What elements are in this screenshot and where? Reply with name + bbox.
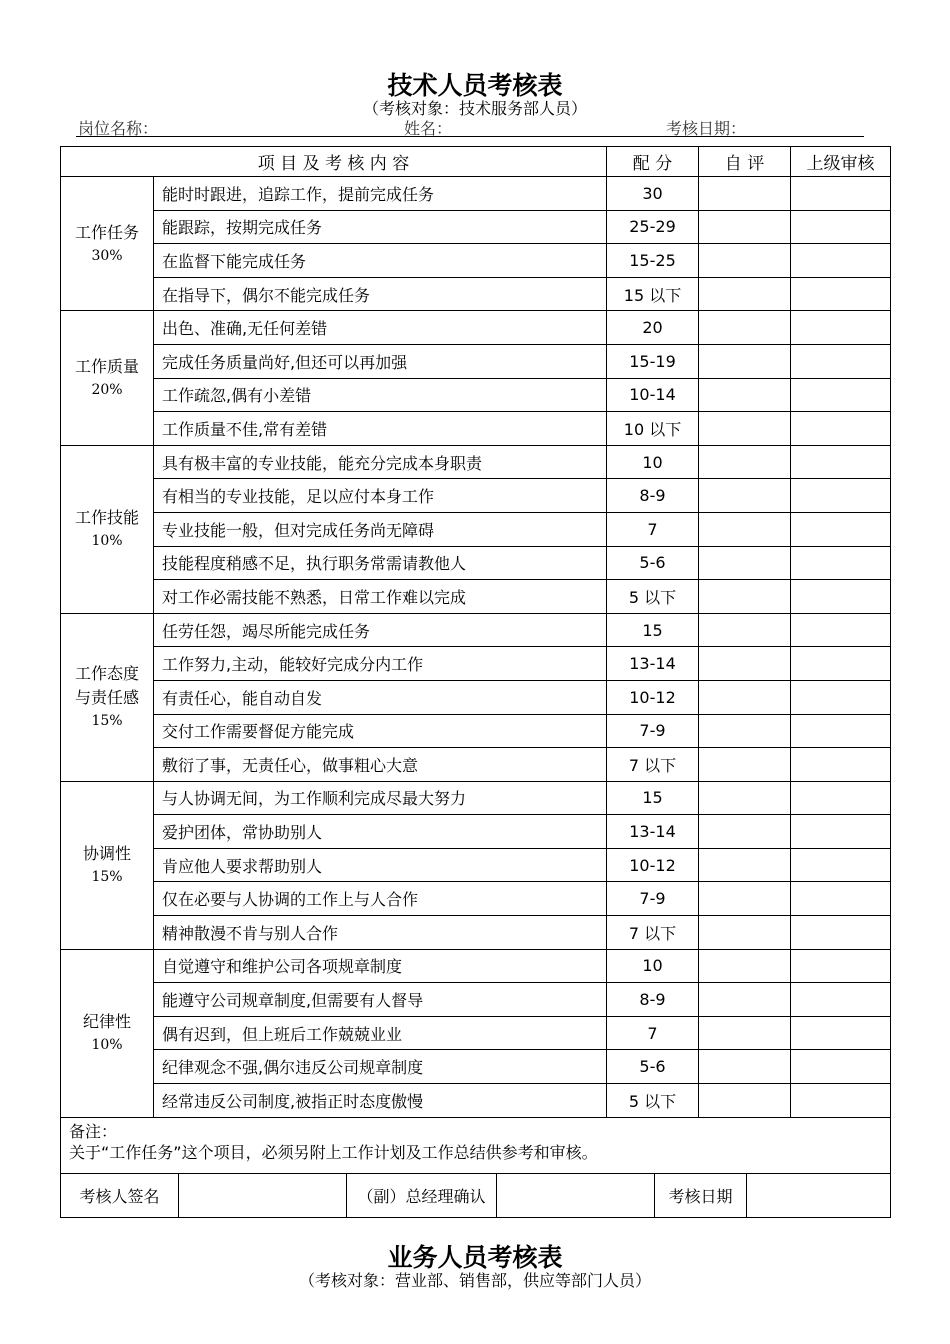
- score-range: 7-9: [607, 882, 699, 916]
- score-range: 13-14: [607, 647, 699, 681]
- category-name: 协调性: [82, 844, 131, 864]
- table-row: [61, 983, 891, 1017]
- header-fields-line: [76, 116, 864, 137]
- superior-review-cell[interactable]: [791, 781, 891, 815]
- criterion-text: 自觉遵守和维护公司各项规章制度: [154, 949, 607, 983]
- criterion-text: 精神散漫不肯与别人合作: [154, 916, 607, 950]
- criterion-text: 具有极丰富的专业技能，能充分完成本身职责: [154, 445, 607, 479]
- table-row: [61, 580, 891, 614]
- table-row: [61, 177, 891, 211]
- superior-review-cell[interactable]: [791, 613, 891, 647]
- signature-table: [60, 1173, 891, 1218]
- table-row: [61, 277, 891, 311]
- criterion-text: 能遵守公司规章制度,但需要有人督导: [154, 983, 607, 1017]
- criterion-text: 出色、准确,无任何差错: [154, 311, 607, 345]
- gm-confirm-label: （副）总经理确认: [347, 1174, 497, 1218]
- table-row: [61, 344, 891, 378]
- header-score: 配 分: [607, 147, 699, 177]
- table-row: [61, 244, 891, 278]
- score-range: 10 以下: [607, 412, 699, 446]
- self-assessment-cell[interactable]: [699, 949, 791, 983]
- criterion-text: 对工作必需技能不熟悉，日常工作难以完成: [154, 580, 607, 614]
- superior-review-cell[interactable]: [791, 546, 891, 580]
- self-assessment-cell[interactable]: [699, 748, 791, 782]
- self-assessment-cell[interactable]: [699, 311, 791, 345]
- self-assessment-cell[interactable]: [699, 378, 791, 412]
- table-row: [61, 412, 891, 446]
- self-assessment-cell[interactable]: [699, 479, 791, 513]
- superior-review-cell[interactable]: [791, 244, 891, 278]
- table-row: [61, 445, 891, 479]
- table-row: [61, 916, 891, 950]
- category-weight: 15%: [91, 713, 123, 730]
- score-range: 5 以下: [607, 1084, 699, 1118]
- score-range: 7 以下: [607, 748, 699, 782]
- table-row: [61, 1084, 891, 1118]
- score-range: 15 以下: [607, 277, 699, 311]
- score-range: 7: [607, 1016, 699, 1050]
- self-assessment-cell[interactable]: [699, 277, 791, 311]
- superior-review-cell[interactable]: [791, 344, 891, 378]
- criterion-text: 专业技能一般，但对完成任务尚无障碍: [154, 512, 607, 546]
- table-row: [61, 311, 891, 345]
- score-range: 10-12: [607, 848, 699, 882]
- self-assessment-cell[interactable]: [699, 546, 791, 580]
- self-assessment-cell[interactable]: [699, 916, 791, 950]
- category-weight: 15%: [91, 869, 123, 886]
- category-cell: [61, 177, 154, 311]
- self-assessment-cell[interactable]: [699, 344, 791, 378]
- employee-name-label: 姓名：: [404, 119, 453, 138]
- table-row: [61, 848, 891, 882]
- score-range: 10: [607, 445, 699, 479]
- score-range: 30: [607, 177, 699, 211]
- superior-review-cell[interactable]: [791, 882, 891, 916]
- criterion-text: 任劳任怨，竭尽所能完成任务: [154, 613, 607, 647]
- criterion-text: 纪律观念不强,偶尔违反公司规章制度: [154, 1050, 607, 1084]
- self-assessment-cell[interactable]: [699, 781, 791, 815]
- table-row: [61, 949, 891, 983]
- self-assessment-cell[interactable]: [699, 1050, 791, 1084]
- category-name: 工作任务: [74, 222, 139, 242]
- header-superior-review: 上级审核: [791, 147, 891, 177]
- reviewer-signature-label: 考核人签名: [61, 1174, 179, 1218]
- remarks-text: 关于“工作任务”这个项目，必须另附上工作计划及工作总结供参考和审核。: [69, 1142, 598, 1162]
- criterion-text: 在监督下能完成任务: [154, 244, 607, 278]
- superior-review-cell[interactable]: [791, 277, 891, 311]
- table-row: [61, 210, 891, 244]
- remarks-label: 备注：: [69, 1121, 118, 1141]
- table-row: [61, 781, 891, 815]
- superior-review-cell[interactable]: [791, 916, 891, 950]
- superior-review-cell[interactable]: [791, 680, 891, 714]
- score-range: 10-14: [607, 378, 699, 412]
- superior-review-cell[interactable]: [791, 445, 891, 479]
- self-assessment-cell[interactable]: [699, 1084, 791, 1118]
- self-assessment-cell[interactable]: [699, 244, 791, 278]
- category-name-line2: 与责任感: [74, 688, 139, 708]
- superior-review-cell[interactable]: [791, 983, 891, 1017]
- self-assessment-cell[interactable]: [699, 512, 791, 546]
- category-name: 纪律性: [82, 1012, 131, 1032]
- superior-review-cell[interactable]: [791, 1084, 891, 1118]
- category-cell: [61, 613, 154, 781]
- score-range: 25-29: [607, 210, 699, 244]
- superior-review-cell[interactable]: [791, 815, 891, 849]
- score-range: 20: [607, 311, 699, 345]
- self-assessment-cell[interactable]: [699, 647, 791, 681]
- table-row: [61, 479, 891, 513]
- category-cell: [61, 445, 154, 613]
- superior-review-cell[interactable]: [791, 512, 891, 546]
- score-range: 13-14: [607, 815, 699, 849]
- score-range: 5-6: [607, 1050, 699, 1084]
- category-weight: 10%: [91, 1037, 123, 1054]
- criterion-text: 工作质量不佳,常有差错: [154, 412, 607, 446]
- score-range: 15-25: [607, 244, 699, 278]
- table-row: [61, 512, 891, 546]
- criterion-text: 能跟踪，按期完成任务: [154, 210, 607, 244]
- sign-date-label: 考核日期: [655, 1174, 747, 1218]
- criterion-text: 完成任务质量尚好,但还可以再加强: [154, 344, 607, 378]
- category-cell: [61, 781, 154, 949]
- table-row: [61, 647, 891, 681]
- score-range: 7: [607, 512, 699, 546]
- remarks-cell: [61, 1117, 891, 1173]
- score-range: 15-19: [607, 344, 699, 378]
- score-range: 5-6: [607, 546, 699, 580]
- form-title: 技术人员考核表: [387, 71, 563, 100]
- table-row: [61, 1016, 891, 1050]
- review-date-label: 考核日期：: [666, 119, 747, 138]
- self-assessment-cell[interactable]: [699, 613, 791, 647]
- superior-review-cell[interactable]: [791, 714, 891, 748]
- category-cell: [61, 311, 154, 445]
- superior-review-cell[interactable]: [791, 647, 891, 681]
- self-assessment-cell[interactable]: [699, 983, 791, 1017]
- category-cell: [61, 949, 154, 1117]
- score-range: 15: [607, 781, 699, 815]
- header-content: 项 目 及 考 核 内 容: [61, 147, 607, 177]
- superior-review-cell[interactable]: [791, 311, 891, 345]
- self-assessment-cell[interactable]: [699, 580, 791, 614]
- self-assessment-cell[interactable]: [699, 714, 791, 748]
- category-name: 工作技能: [74, 508, 139, 528]
- criterion-text: 与人协调无间，为工作顺利完成尽最大努力: [154, 781, 607, 815]
- superior-review-cell[interactable]: [791, 210, 891, 244]
- score-range: 7 以下: [607, 916, 699, 950]
- gm-confirm-field[interactable]: [497, 1174, 655, 1218]
- signature-row: [61, 1174, 891, 1218]
- table-row: [61, 546, 891, 580]
- category-weight: 20%: [91, 382, 123, 399]
- criterion-text: 仅在必要与人协调的工作上与人合作: [154, 882, 607, 916]
- score-range: 7-9: [607, 714, 699, 748]
- table-header-row: [61, 147, 891, 177]
- score-range: 8-9: [607, 983, 699, 1017]
- score-range: 8-9: [607, 479, 699, 513]
- table-row: [61, 613, 891, 647]
- superior-review-cell[interactable]: [791, 378, 891, 412]
- criterion-text: 肯应他人要求帮助别人: [154, 848, 607, 882]
- self-assessment-cell[interactable]: [699, 445, 791, 479]
- score-range: 5 以下: [607, 580, 699, 614]
- table-row: [61, 1050, 891, 1084]
- criterion-text: 爱护团体，常协助别人: [154, 815, 607, 849]
- superior-review-cell[interactable]: [791, 748, 891, 782]
- table-row: [61, 815, 891, 849]
- superior-review-cell[interactable]: [791, 177, 891, 211]
- superior-review-cell[interactable]: [791, 1050, 891, 1084]
- score-range: 10-12: [607, 680, 699, 714]
- superior-review-cell[interactable]: [791, 479, 891, 513]
- remarks-row: [61, 1117, 891, 1173]
- table-row: [61, 714, 891, 748]
- table-row: [61, 748, 891, 782]
- superior-review-cell[interactable]: [791, 949, 891, 983]
- form-subtitle: （考核对象：技术服务部人员）: [362, 99, 587, 118]
- self-assessment-cell[interactable]: [699, 680, 791, 714]
- superior-review-cell[interactable]: [791, 848, 891, 882]
- criterion-text: 敷衍了事，无责任心，做事粗心大意: [154, 748, 607, 782]
- form2-subtitle: （考核对象：营业部、销售部，供应等部门人员）: [298, 1271, 651, 1290]
- criterion-text: 交付工作需要督促方能完成: [154, 714, 607, 748]
- self-assessment-cell[interactable]: [699, 177, 791, 211]
- assessment-table: [60, 146, 891, 1174]
- self-assessment-cell[interactable]: [699, 882, 791, 916]
- post-name-label: 岗位名称：: [78, 119, 159, 138]
- score-range: 10: [607, 949, 699, 983]
- table-row: [61, 378, 891, 412]
- superior-review-cell[interactable]: [791, 412, 891, 446]
- self-assessment-cell[interactable]: [699, 210, 791, 244]
- category-weight: 30%: [91, 247, 123, 264]
- criterion-text: 能时时跟进，追踪工作，提前完成任务: [154, 177, 607, 211]
- self-assessment-cell[interactable]: [699, 412, 791, 446]
- criterion-text: 偶有迟到，但上班后工作兢兢业业: [154, 1016, 607, 1050]
- category-name: 工作质量: [74, 357, 139, 377]
- sign-date-field[interactable]: [747, 1174, 891, 1218]
- criterion-text: 在指导下，偶尔不能完成任务: [154, 277, 607, 311]
- form2-title: 业务人员考核表: [387, 1243, 563, 1272]
- superior-review-cell[interactable]: [791, 580, 891, 614]
- criterion-text: 工作努力,主动，能较好完成分内工作: [154, 647, 607, 681]
- self-assessment-cell[interactable]: [699, 1016, 791, 1050]
- criterion-text: 有相当的专业技能，足以应付本身工作: [154, 479, 607, 513]
- self-assessment-cell[interactable]: [699, 815, 791, 849]
- category-weight: 10%: [91, 533, 123, 550]
- self-assessment-cell[interactable]: [699, 848, 791, 882]
- criterion-text: 经常违反公司制度,被指正时态度傲慢: [154, 1084, 607, 1118]
- category-name: 工作态度: [74, 664, 139, 684]
- table-row: [61, 882, 891, 916]
- criterion-text: 技能程度稍感不足，执行职务常需请教他人: [154, 546, 607, 580]
- score-range: 15: [607, 613, 699, 647]
- criterion-text: 工作疏忽,偶有小差错: [154, 378, 607, 412]
- criterion-text: 有责任心，能自动自发: [154, 680, 607, 714]
- reviewer-signature-field[interactable]: [179, 1174, 347, 1218]
- header-self-assessment: 自 评: [699, 147, 791, 177]
- superior-review-cell[interactable]: [791, 1016, 891, 1050]
- table-row: [61, 680, 891, 714]
